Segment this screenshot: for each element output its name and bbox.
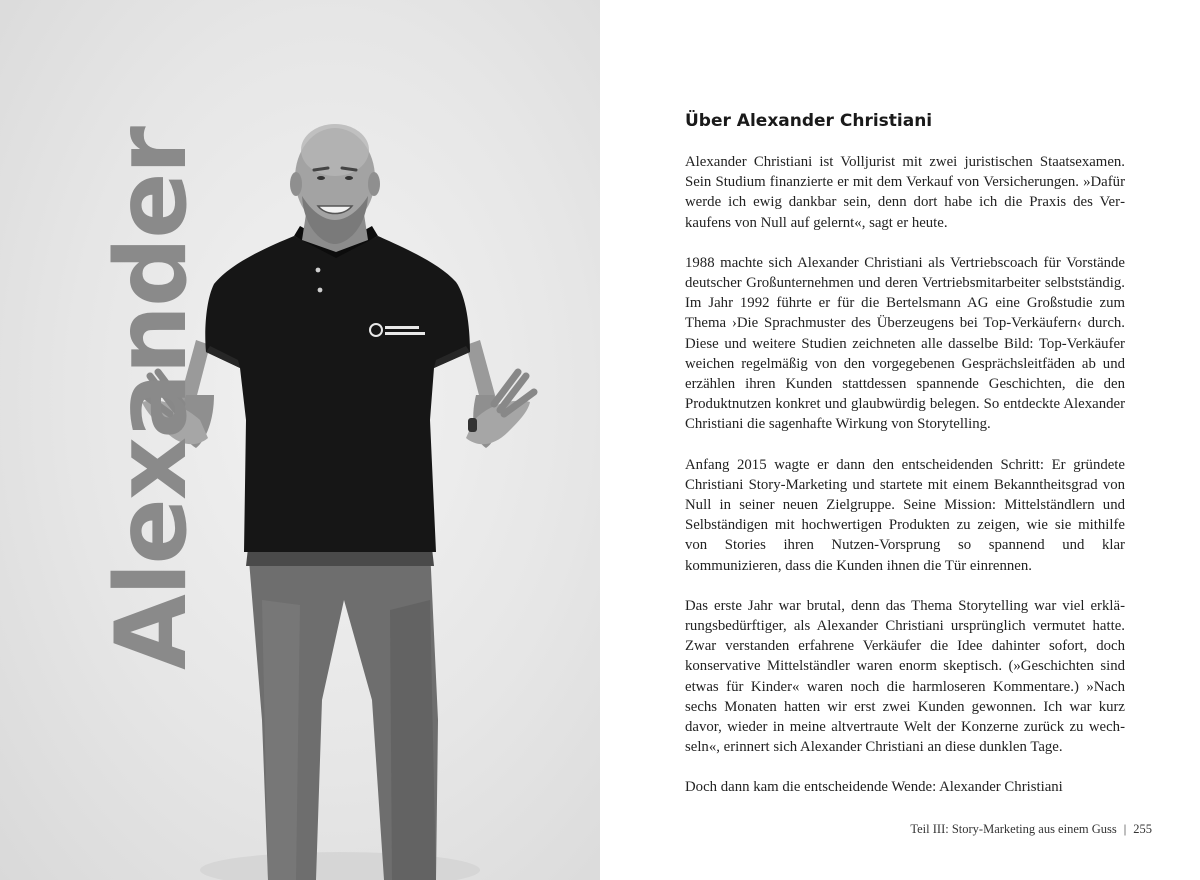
page-number: 255: [1133, 822, 1152, 836]
paragraph: Alexander Christiani ist Volljurist mit zwei juristischen Staatsexamen. Sein Studium finanzierte er mit dem Verkauf von Versicherungen. »Dafür werde ich ewig dankbar sein, denn dort habe ich die Praxis des Verkaufens von Null auf gelernt«, sagt er heute.: [685, 154, 1125, 231]
page-footer: [910, 822, 1152, 837]
body-text: [685, 152, 1125, 818]
footer-separator: |: [1123, 822, 1127, 836]
paragraph: 1988 machte sich Alexander Christiani als Vertriebscoach für Vorstände deutscher Großunternehmen und deren Vertriebsmitarbeiter selbstständig. Im Jahr 1992 führte er für die Bertelsmann AG eine Großstudie zum Thema ›Die Sprachmuster des Überzeugens bei Top-Verkäufern‹ durch. Diese und weitere Studien zeichneten alle dasselbe Bild: Top-Verkäufer weichen regelmäßig von den vorgegebenen Gesprächsleitfäden ab und erzählen ihren Kunden stattdessen spannende Geschichten, die den Produktnutzen konkret und glaubwürdig belegen. So entdeckte Alexander Christiani die sagenhafte Wirkung von Storytelling.: [685, 254, 1125, 433]
running-title: Teil III: Story-Marketing aus einem Guss: [910, 822, 1117, 836]
vertical-name-title: Alexander: [95, 128, 209, 670]
paragraph: Das erste Jahr war brutal, denn das Thema Storytelling war viel erklärungsbedürftiger, als Alexander Christiani ursprünglich vermutet hatte. Zwar verstanden erfahrene Verkäufer die Idee dahinter sofort, doch konservative Mittelständler waren enorm skeptisch. (»Geschichten sind etwas für Kinder« waren noch die harmloseren Kommentare.) »Nach sechs Monaten hatten wir erst zwei Kunden gewonnen. Ich war kurz davor, wieder in meine altvertraute Welt der Konzerne zurück zu wechseln«, erinnert sich Alexander Christiani an diese dunklen Tage.: [685, 597, 1125, 756]
section-heading: Über Alexander Christiani: [685, 111, 933, 131]
paragraph: Anfang 2015 wagte er dann den entscheidenden Schritt: Er gründete Christiani Story-Marketing und startete mit einem Bekanntheitsgrad von Null in seiner neuen Zielgruppe. Seine Mission: Mittelständlern und Selbständigen mit hochwertigen Produkten zu zeigen, wie sie mithilfe von Stories ihren Nutzen-Vorsprung so spannend und klar kommunizieren, dass die Kunden ihnen die Tür einrennen.: [685, 456, 1125, 574]
paragraph: Doch dann kam die entscheidende Wende: Alexander Christiani: [685, 779, 1063, 796]
text-page: [600, 0, 1200, 880]
